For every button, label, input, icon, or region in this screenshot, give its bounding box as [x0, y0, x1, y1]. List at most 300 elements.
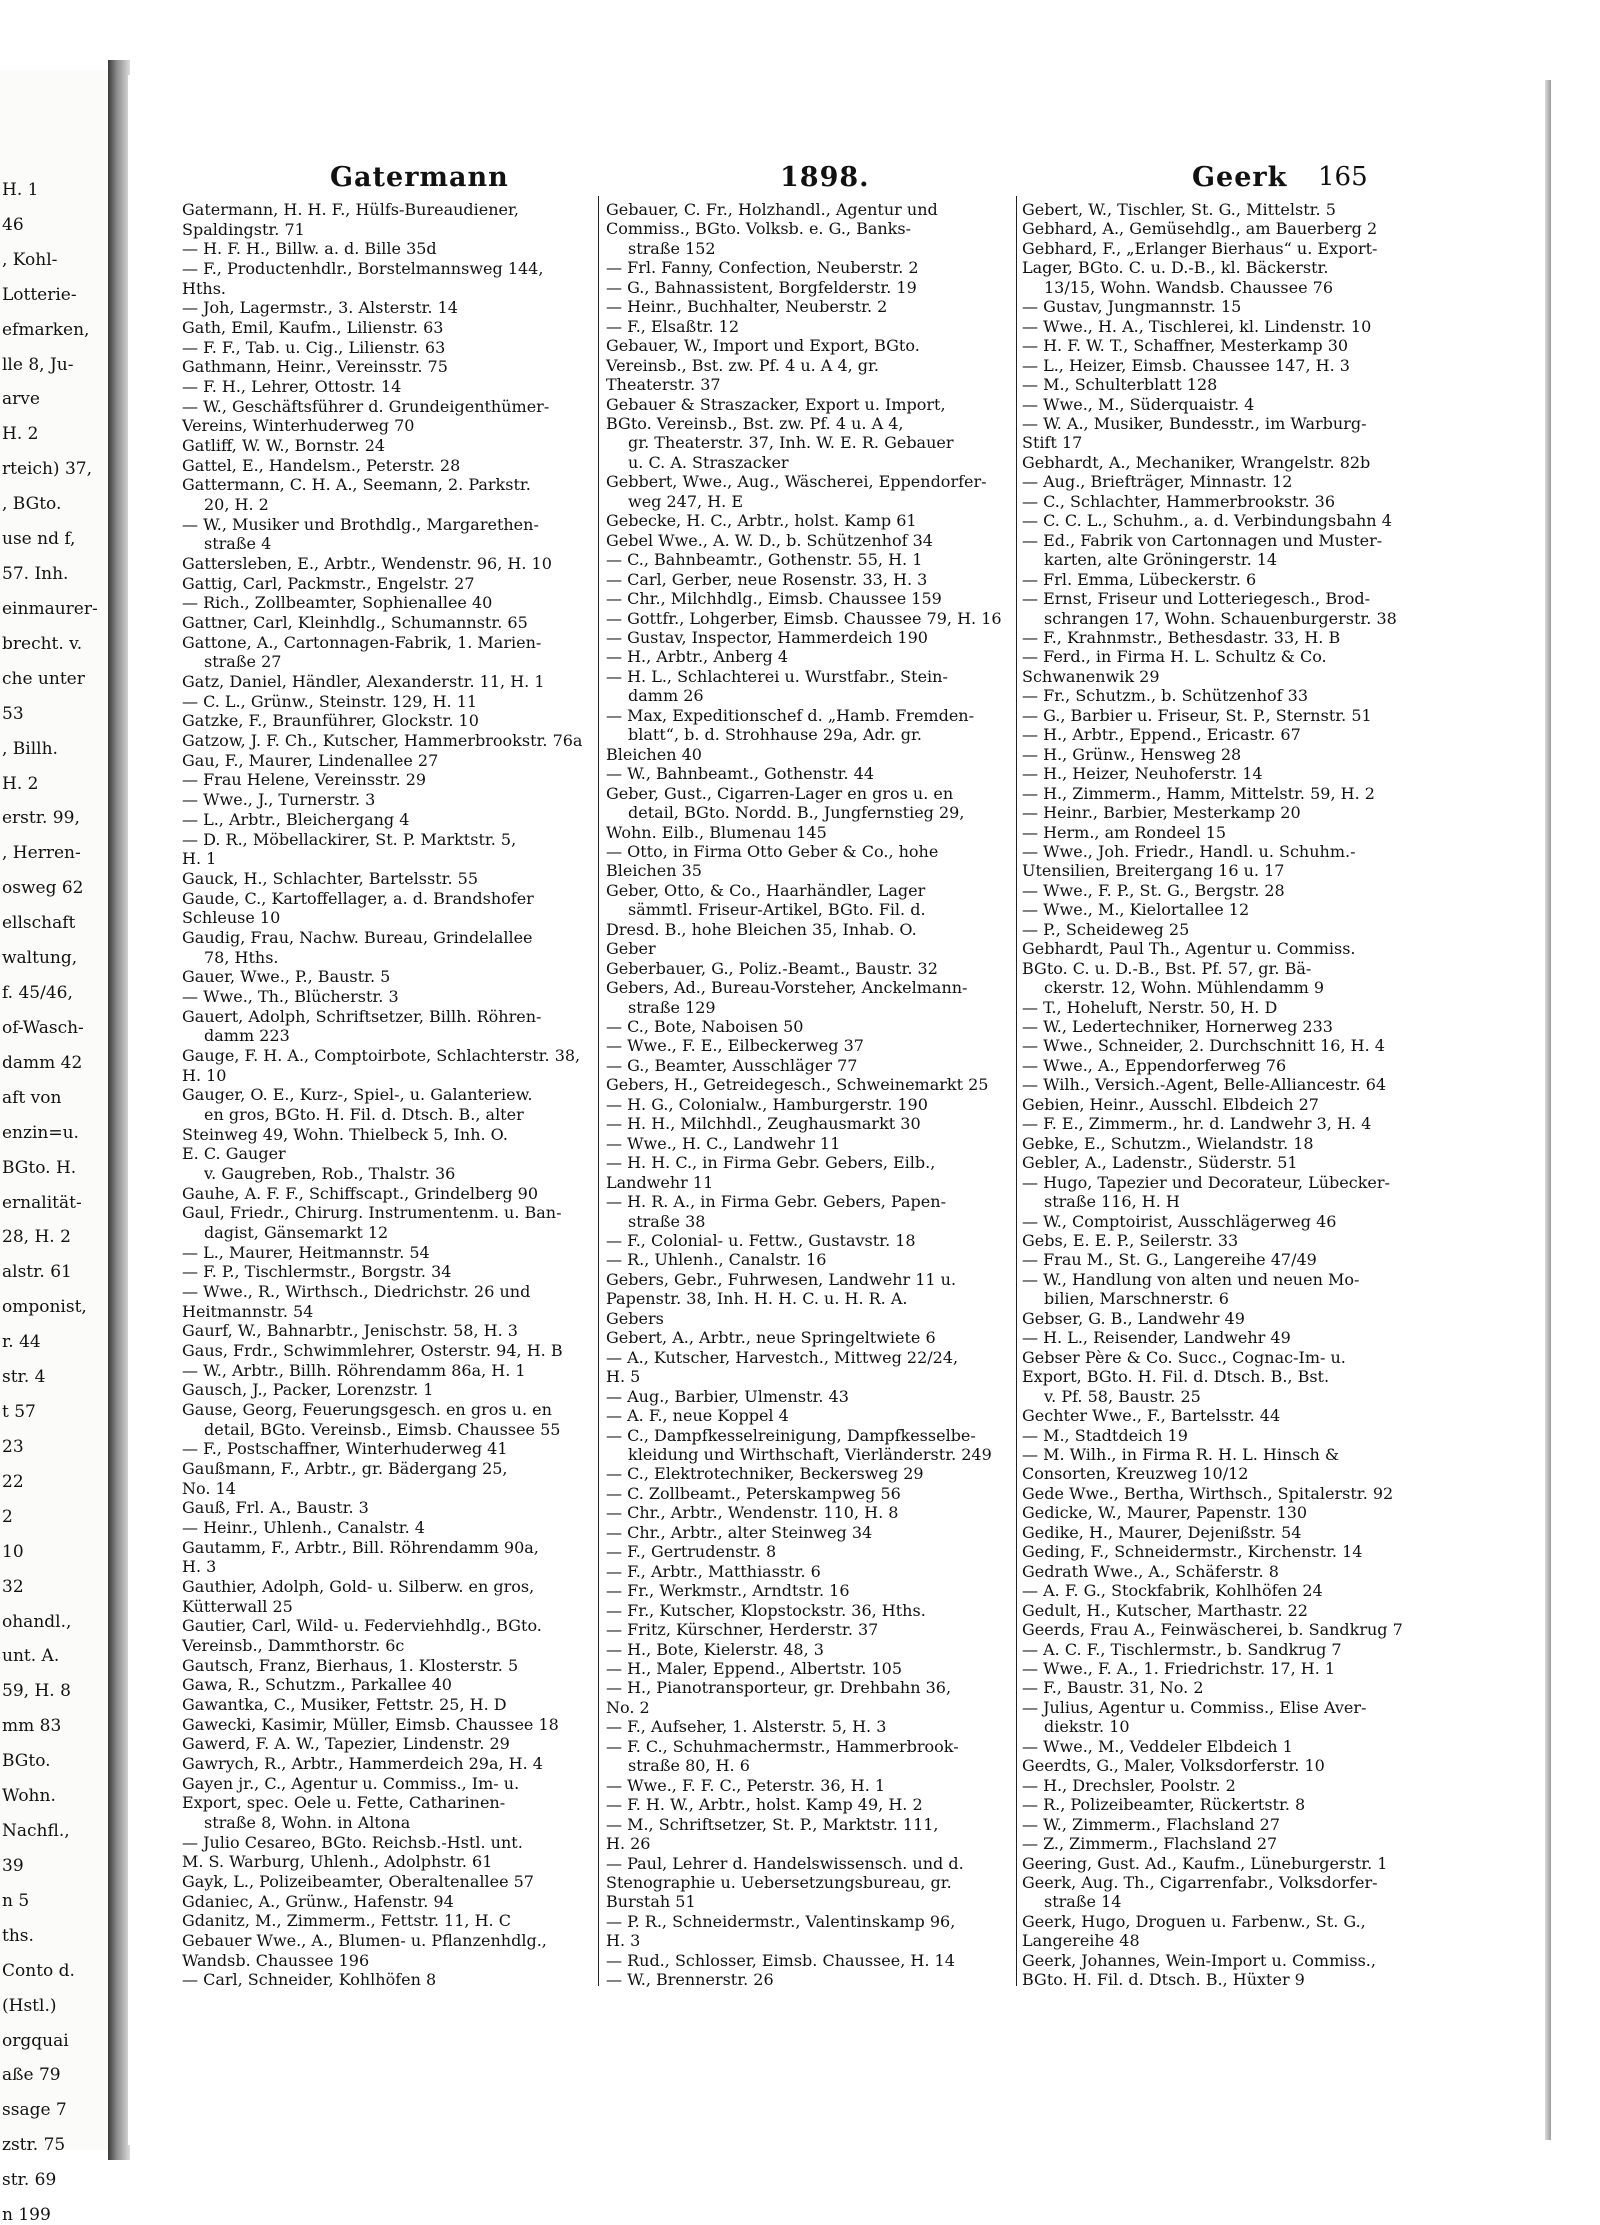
directory-entry: Gattel, E., Handelsm., Peterstr. 28: [182, 455, 461, 475]
directory-entry: Gayen jr., C., Agentur u. Commiss., Im- u.: [182, 1773, 520, 1793]
directory-entry: — Wwe., J., Turnerstr. 3: [182, 790, 376, 810]
directory-entry: — Fritz, Kürschner, Herderstr. 37: [606, 1620, 879, 1640]
left-page-text: H. 2: [2, 424, 39, 445]
directory-entry: Gebler, A., Ladenstr., Süderstr. 51: [1022, 1153, 1298, 1173]
directory-entry: — Paul, Lehrer d. Handelswissensch. und d.: [606, 1853, 964, 1873]
directory-entry: — H., Heizer, Neuhoferstr. 14: [1022, 764, 1263, 784]
directory-entry-continuation: damm 223: [204, 1026, 290, 1046]
left-page-text: waltung,: [2, 948, 78, 969]
directory-entry: Gebhard, F., „Erlanger Bierhaus“ u. Export-: [1022, 238, 1378, 258]
directory-entry: Gaußmann, F., Arbtr., gr. Bädergang 25,: [182, 1459, 508, 1478]
directory-entry: — C. Zollbeamt., Peterskampweg 56: [606, 1483, 901, 1503]
directory-entry-continuation: bilien, Marschnerstr. 6: [1044, 1289, 1229, 1309]
directory-entry: — Julio Cesareo, BGto. Reichsb.-Hstl. unt.: [182, 1832, 523, 1852]
directory-entry: — P., Scheideweg 25: [1022, 919, 1190, 939]
directory-entry-continuation: sämmtl. Friseur-Artikel, BGto. Fil. d.: [628, 900, 926, 920]
left-page-text: BGto. H.: [2, 1157, 77, 1178]
left-page-text: zstr. 75: [2, 2135, 66, 2156]
directory-entry: Gautamm, F., Arbtr., Bill. Röhrendamm 90a,: [182, 1537, 539, 1557]
directory-entry: Gedrath Wwe., A., Schäferstr. 8: [1022, 1561, 1279, 1581]
directory-entry: Gatz, Daniel, Händler, Alexanderstr. 11, H. 1: [182, 672, 545, 692]
directory-entry: Geering, Gust. Ad., Kaufm., Lüneburgerstr. 1: [1022, 1853, 1388, 1873]
directory-entry-continuation: straße 38: [628, 1211, 706, 1231]
directory-entry: — W., Handlung von alten und neuen Mo-: [1022, 1269, 1360, 1289]
left-page-text: of-Wasch-: [2, 1017, 84, 1038]
directory-entry: Gauger, O. E., Kurz-, Spiel-, u. Galanteriew.: [182, 1085, 533, 1105]
directory-entry: — Heinr., Uhlenh., Canalstr. 4: [182, 1518, 425, 1538]
directory-entry: — H. F. H., Billw. a. d. Bille 35d: [182, 239, 437, 259]
directory-entry: — F., Productenhdlr., Borstelmannsweg 144,: [182, 259, 544, 279]
directory-entry: Gauthier, Adolph, Gold- u. Silberw. en gros,: [182, 1577, 535, 1597]
directory-entry: — W., Geschäftsführer d. Grundeigenthümer-: [182, 396, 550, 416]
directory-entry: — F., Baustr. 31, No. 2: [1022, 1678, 1204, 1698]
directory-entry: — Hugo, Tapezier und Decorateur, Lübecker-: [1022, 1172, 1390, 1192]
directory-entry: Gdanitz, M., Zimmerm., Fettstr. 11, H. C: [182, 1911, 511, 1931]
directory-entry: Gauert, Adolph, Schriftsetzer, Billh. Röhren-: [182, 1006, 542, 1026]
directory-entry: Geerdts, G., Maler, Volksdorferstr. 10: [1022, 1756, 1325, 1776]
left-page-text: use nd f,: [2, 529, 76, 550]
directory-entry: Burstah 51: [606, 1892, 696, 1912]
left-page-text: 53: [2, 703, 24, 724]
directory-entry: Gaus, Frdr., Schwimmlehrer, Osterstr. 94, H. B: [182, 1340, 563, 1360]
directory-entry: Gautsch, Franz, Bierhaus, 1. Klosterstr. 5: [182, 1655, 519, 1675]
directory-entry: Gattner, Carl, Kleinhdlg., Schumannstr. 65: [182, 613, 528, 633]
directory-entry-continuation: detail, BGto. Nordd. B., Jungfernstieg 29,: [628, 803, 965, 823]
directory-entry: Gebhardt, A., Mechaniker, Wrangelstr. 82b: [1022, 452, 1371, 472]
directory-entry-continuation: straße 152: [628, 238, 716, 258]
directory-entry: — Carl, Gerber, neue Rosenstr. 33, H. 3: [606, 569, 928, 589]
directory-entry: — Wwe., H. A., Tischlerei, kl. Lindenstr. 10: [1022, 316, 1372, 336]
directory-entry-continuation: 13/15, Wohn. Wandsb. Chaussee 76: [1044, 277, 1334, 297]
directory-entry: — F., Aufseher, 1. Alsterstr. 5, H. 3: [606, 1717, 887, 1737]
directory-entry: Gedult, H., Kutscher, Marthastr. 22: [1022, 1600, 1308, 1620]
directory-entry: Geerk, Johannes, Wein-Import u. Commiss.,: [1022, 1950, 1376, 1970]
directory-entry: — A. C. F., Tischlermstr., b. Sandkrug 7: [1022, 1639, 1342, 1659]
directory-entry: — F., Colonial- u. Fettw., Gustavstr. 18: [606, 1231, 916, 1251]
directory-entry: Vereins, Winterhuderweg 70: [182, 416, 415, 436]
directory-entry-continuation: en gros, BGto. H. Fil. d. Dtsch. B., alter: [204, 1104, 524, 1124]
directory-entry: — H. G., Colonialw., Hamburgerstr. 190: [606, 1094, 928, 1114]
left-page-text: Lotterie-: [2, 284, 77, 305]
directory-entry: — F., Krahnmstr., Bethesdastr. 33, H. B: [1022, 627, 1341, 647]
directory-entry: Geber, Otto, & Co., Haarhändler, Lager: [606, 880, 926, 900]
directory-entry: — F., Elsaßtr. 12: [606, 316, 740, 336]
directory-entry: Gede Wwe., Bertha, Wirthsch., Spitalerstr. 92: [1022, 1483, 1394, 1503]
directory-entry: Gatliff, W. W., Bornstr. 24: [182, 436, 386, 456]
directory-entry: — F., Gertrudenstr. 8: [606, 1542, 777, 1562]
directory-entry: Landwehr 11: [606, 1172, 714, 1192]
left-page-text: brecht. v.: [2, 633, 83, 654]
left-page-text: damm 42: [2, 1052, 83, 1073]
directory-entry: Gebert, A., Arbtr., neue Springeltwiete 6: [606, 1328, 936, 1348]
directory-entry: — R., Polizeibeamter, Rückertstr. 8: [1022, 1795, 1306, 1815]
directory-entry: Wandsb. Chaussee 196: [182, 1950, 370, 1970]
directory-entry: — Wwe., Th., Blücherstr. 3: [182, 986, 399, 1006]
column-1: [182, 200, 600, 1990]
directory-entry: H. 26: [606, 1834, 651, 1854]
directory-entry: Gebke, E., Schutzm., Wielandstr. 18: [1022, 1133, 1314, 1153]
directory-entry-continuation: straße 116, H. H: [1044, 1192, 1180, 1212]
directory-entry-continuation: ckerstr. 12, Wohn. Mühlendamm 9: [1044, 978, 1325, 998]
directory-entry-continuation: dagist, Gänsemarkt 12: [204, 1222, 389, 1242]
directory-entry: Steinweg 49, Wohn. Thielbeck 5, Inh. O.: [182, 1124, 508, 1144]
left-page-text: r. 44: [2, 1332, 41, 1353]
directory-entry: Gattersleben, E., Arbtr., Wendenstr. 96, H. 10: [182, 554, 552, 574]
left-page-text: t 57: [2, 1402, 36, 1423]
directory-entry-continuation: v. Gaugreben, Rob., Thalstr. 36: [204, 1163, 456, 1183]
directory-entry: — W., Bahnbeamt., Gothenstr. 44: [606, 764, 874, 784]
directory-entry: — Wwe., F. F. C., Peterstr. 36, H. 1: [606, 1775, 886, 1795]
left-page-text: , Kohl-: [2, 249, 58, 270]
directory-entry: — Frau M., St. G., Langereihe 47/49: [1022, 1250, 1317, 1270]
left-page-text: ths.: [2, 1925, 34, 1946]
directory-entry: Lager, BGto. C. u. D.-B., kl. Bäckerstr.: [1022, 258, 1329, 278]
directory-entry-continuation: straße 129: [628, 997, 716, 1017]
directory-entry: — Otto, in Firma Otto Geber & Co., hohe: [606, 841, 939, 861]
directory-entry-continuation: 20, H. 2: [204, 495, 269, 515]
directory-entry: — Ed., Fabrik von Cartonnagen und Muster-: [1022, 530, 1383, 550]
left-page-text: 32: [2, 1576, 24, 1597]
directory-entry: Geerds, Frau A., Feinwäscherei, b. Sandkrug 7: [1022, 1620, 1403, 1640]
directory-entry: — F. H. W., Arbtr., holst. Kamp 49, H. 2: [606, 1795, 923, 1815]
directory-entry: — Wwe., A., Eppendorferweg 76: [1022, 1055, 1287, 1075]
directory-entry-continuation: gr. Theaterstr. 37, Inh. W. E. R. Gebauer: [628, 433, 954, 453]
left-page-text: str. 4: [2, 1367, 46, 1388]
left-page-text: , Billh.: [2, 738, 58, 759]
directory-entry-continuation: diekstr. 10: [1044, 1717, 1130, 1737]
directory-entry: Gebauer & Straszacker, Export u. Import,: [606, 394, 946, 414]
directory-entry: Gattone, A., Cartonnagen-Fabrik, 1. Marien-: [182, 632, 542, 652]
left-page-text: 2: [2, 1506, 13, 1527]
left-page-text: 59, H. 8: [2, 1681, 71, 1702]
left-page-text: H. 2: [2, 773, 39, 794]
left-page-text: omponist,: [2, 1297, 87, 1318]
left-page-text: BGto.: [2, 1751, 51, 1772]
directory-entry: Gebers, Gebr., Fuhrwesen, Landwehr 11 u.: [606, 1269, 957, 1289]
directory-entry: — C. C. L., Schuhm., a. d. Verbindungsbahn 4: [1022, 511, 1392, 531]
directory-entry: Gebauer, C. Fr., Holzhandl., Agentur und: [606, 200, 938, 219]
directory-entry: — W., Comptoirist, Ausschlägerweg 46: [1022, 1211, 1337, 1231]
left-page-fragment: [0, 70, 119, 2225]
page-number: 165: [1318, 162, 1368, 192]
directory-entry: — Wwe., M., Veddeler Elbdeich 1: [1022, 1736, 1293, 1756]
directory-entry: — H. L., Schlachterei u. Wurstfabr., Stein-: [606, 666, 948, 686]
directory-entry: — T., Hoheluft, Nerstr. 50, H. D: [1022, 997, 1278, 1017]
directory-entry: — Chr., Milchhdlg., Eimsb. Chaussee 159: [606, 589, 942, 609]
directory-entry: — Ferd., in Firma H. L. Schultz & Co.: [1022, 647, 1327, 667]
directory-entry: — L., Heizer, Eimsb. Chaussee 147, H. 3: [1022, 355, 1350, 375]
left-page-text: 22: [2, 1471, 24, 1492]
left-page-text: 10: [2, 1541, 24, 1562]
directory-entry: Gebers, Ad., Bureau-Vorsteher, Anckelmann-: [606, 978, 968, 998]
header-first-entry: Gatermann: [330, 162, 509, 193]
directory-entry: Gebser, G. B., Landwehr 49: [1022, 1308, 1245, 1328]
directory-entry: — A. F., neue Koppel 4: [606, 1406, 789, 1426]
directory-entry: Papenstr. 38, Inh. H. H. C. u. H. R. A.: [606, 1289, 908, 1309]
directory-entry: — C., Dampfkesselreinigung, Dampfkesselbe-: [606, 1425, 976, 1445]
directory-entry: — F. F., Tab. u. Cig., Lilienstr. 63: [182, 337, 446, 357]
directory-entry: — H., Drechsler, Poolstr. 2: [1022, 1775, 1236, 1795]
left-page-text: H. 1: [2, 180, 39, 200]
directory-entry: — H. F. W. T., Schaffner, Mesterkamp 30: [1022, 336, 1349, 356]
directory-entry: — Aug., Barbier, Ulmenstr. 43: [606, 1386, 849, 1406]
directory-entry: H. 5: [606, 1367, 641, 1387]
directory-entry-continuation: damm 26: [628, 686, 704, 706]
directory-entry: — W., Ledertechniker, Hornerweg 233: [1022, 1017, 1333, 1037]
directory-entry: — W., Musiker und Brothdlg., Margarethen-: [182, 514, 539, 534]
directory-entry: — A. F. G., Stockfabrik, Kohlhöfen 24: [1022, 1581, 1323, 1601]
directory-entry: — Wwe., F. E., Eilbeckerweg 37: [606, 1036, 864, 1056]
directory-entry: Hths.: [182, 278, 226, 298]
directory-entry: Heitmannstr. 54: [182, 1301, 314, 1321]
directory-entry: Gauhe, A. F. F., Schiffscapt., Grindelberg 90: [182, 1183, 539, 1203]
directory-entry: — F. E., Zimmerm., hr. d. Landwehr 3, H. 4: [1022, 1114, 1372, 1134]
directory-entry: — A., Kutscher, Harvestch., Mittweg 22/24,: [606, 1347, 959, 1367]
directory-entry: — Fr., Werkmstr., Arndtstr. 16: [606, 1581, 850, 1601]
left-page-text: erstr. 99,: [2, 808, 80, 829]
directory-entry: — Rud., Schlosser, Eimsb. Chaussee, H. 14: [606, 1950, 955, 1970]
left-page-text: 57. Inh.: [2, 564, 69, 585]
directory-entry: — M., Schulterblatt 128: [1022, 375, 1218, 395]
directory-entry: — Wilh., Versich.-Agent, Belle-Alliancestr. 64: [1022, 1075, 1387, 1095]
directory-entry-continuation: kleidung und Wirthschaft, Vierländerstr. 249: [628, 1445, 992, 1464]
directory-entry: M. S. Warburg, Uhlenh., Adolphstr. 61: [182, 1852, 493, 1872]
directory-entry: Langereihe 48: [1022, 1931, 1140, 1951]
left-page-text: 39: [2, 1855, 24, 1876]
left-page-text: che unter: [2, 668, 85, 689]
directory-entry-continuation: weg 247, H. E: [628, 491, 744, 511]
directory-entry-continuation: u. C. A. Straszacker: [628, 452, 789, 472]
directory-entry: — Z., Zimmerm., Flachsland 27: [1022, 1834, 1278, 1854]
directory-entry: — H. H. C., in Firma Gebr. Gebers, Eilb.,: [606, 1153, 936, 1173]
directory-entry: Gebers, H., Getreidegesch., Schweinemarkt 25: [606, 1075, 989, 1095]
directory-entry: Geber, Gust., Cigarren-Lager en gros u. en: [606, 783, 954, 803]
directory-entry: — R., Uhlenh., Canalstr. 16: [606, 1250, 827, 1270]
directory-entry: Gawrych, R., Arbtr., Hammerdeich 29a, H. 4: [182, 1754, 543, 1774]
directory-entry: — Herm., am Rondeel 15: [1022, 822, 1227, 842]
directory-entry: Bleichen 35: [606, 861, 702, 881]
directory-entry: — M. Wilh., in Firma R. H. L. Hinsch &: [1022, 1445, 1340, 1464]
directory-entry: — Wwe., Schneider, 2. Durchschnitt 16, H. 4: [1022, 1036, 1385, 1056]
left-page-text: aße 79: [2, 2065, 61, 2086]
directory-entry: BGto. C. u. D.-B., Bst. Pf. 57, gr. Bä-: [1022, 958, 1312, 978]
directory-entry: BGto. Vereinsb., Bst. zw. Pf. 4 u. A 4,: [606, 413, 904, 433]
directory-entry: — C., Bahnbeamtr., Gothenstr. 55, H. 1: [606, 550, 923, 570]
directory-entry: Gayk, L., Polizeibeamter, Oberaltenallee 57: [182, 1872, 534, 1892]
directory-entry: — H., Bote, Kielerstr. 48, 3: [606, 1639, 824, 1659]
directory-entry: — Wwe., H. C., Landwehr 11: [606, 1133, 841, 1153]
left-page-text: , BGto.: [2, 494, 62, 515]
directory-entry: Gawerd, F. A. W., Tapezier, Lindenstr. 29: [182, 1734, 510, 1754]
directory-entry: — Heinr., Barbier, Mesterkamp 20: [1022, 803, 1301, 823]
directory-entry: — Fr., Kutscher, Klopstockstr. 36, Hths.: [606, 1600, 926, 1620]
directory-entry: — M., Schriftsetzer, St. P., Marktstr. 111,: [606, 1814, 939, 1834]
directory-entry: Stift 17: [1022, 433, 1083, 453]
directory-entry: No. 2: [606, 1697, 650, 1717]
directory-entry: Gatzke, F., Braunführer, Glockstr. 10: [182, 711, 479, 731]
book-gutter: [108, 60, 130, 2160]
directory-entry: Wohn. Eilb., Blumenau 145: [606, 822, 827, 842]
directory-entry: Utensilien, Breitergang 16 u. 17: [1022, 861, 1285, 881]
directory-entry: — G., Beamter, Ausschläger 77: [606, 1055, 858, 1075]
directory-entry: Geerk, Hugo, Droguen u. Farbenw., St. G.,: [1022, 1911, 1366, 1931]
directory-entry: — Heinr., Buchhalter, Neuberstr. 2: [606, 297, 888, 317]
directory-entry: Gauß, Frl. A., Baustr. 3: [182, 1498, 369, 1518]
directory-entry: — H., Arbtr., Anberg 4: [606, 647, 789, 667]
left-page-text: 23: [2, 1436, 24, 1457]
page-edge: [1545, 80, 1551, 2140]
directory-entry: Gdaniec, A., Grünw., Hafenstr. 94: [182, 1891, 454, 1911]
directory-entry: H. 3: [606, 1931, 641, 1951]
directory-entry: — Wwe., M., Kielortallee 12: [1022, 900, 1250, 920]
left-page-text: aft von: [2, 1087, 62, 1108]
directory-entry: — Chr., Arbtr., alter Steinweg 34: [606, 1522, 873, 1542]
directory-entry: — Gustav, Inspector, Hammerdeich 190: [606, 627, 928, 647]
directory-entry: — Max, Expeditionschef d. „Hamb. Fremden-: [606, 705, 975, 725]
left-page-text: unt. A.: [2, 1646, 60, 1667]
directory-entry: H. 10: [182, 1065, 227, 1085]
directory-entry: — C., Elektrotechniker, Beckersweg 29: [606, 1464, 924, 1484]
directory-entry: Gebbert, Wwe., Aug., Wäscherei, Eppendorfer-: [606, 472, 987, 492]
directory-entry: — F., Arbtr., Matthiasstr. 6: [606, 1561, 821, 1581]
left-page-text: Wohn.: [2, 1786, 56, 1807]
left-page-text: ellschaft: [2, 913, 76, 934]
directory-entry: — H., Maler, Eppend., Albertstr. 105: [606, 1658, 903, 1678]
directory-entry: Gebser Père & Co. Succ., Cognac-Im- u.: [1022, 1347, 1346, 1367]
directory-entry: — Ernst, Friseur und Lotteriegesch., Brod-: [1022, 589, 1371, 609]
directory-entry: — Rich., Zollbeamter, Sophienallee 40: [182, 593, 493, 613]
directory-entry: — H. H., Milchhdl., Zeughausmarkt 30: [606, 1114, 921, 1134]
directory-entry: Gatermann, H. H. F., Hülfs-Bureaudiener,: [182, 200, 519, 219]
directory-entry: Stenographie u. Uebersetzungsbureau, gr.: [606, 1872, 952, 1892]
column-rule: [1016, 196, 1017, 1986]
directory-entry: Vereinsb., Bst. zw. Pf. 4 u. A 4, gr.: [606, 355, 880, 375]
directory-entry: — W., Brennerstr. 26: [606, 1970, 774, 1990]
directory-entry: Kütterwall 25: [182, 1596, 293, 1616]
directory-entry: Gausch, J., Packer, Lorenzstr. 1: [182, 1380, 434, 1400]
directory-entry: Schwanenwik 29: [1022, 666, 1160, 686]
left-page-text: mm 83: [2, 1716, 62, 1737]
directory-entry-continuation: blatt“, b. d. Strohhause 29a, Adr. gr.: [628, 725, 922, 745]
directory-entry: — Julius, Agentur u. Commiss., Elise Aver-: [1022, 1697, 1367, 1717]
directory-entry: Geberbauer, G., Poliz.-Beamt., Baustr. 32: [606, 958, 938, 978]
directory-entry: Geber: [606, 939, 656, 959]
directory-entry: — Frl. Emma, Lübeckerstr. 6: [1022, 569, 1257, 589]
left-page-text: osweg 62: [2, 878, 84, 899]
directory-entry: Bleichen 40: [606, 744, 702, 764]
directory-entry: — Wwe., F. A., 1. Friedrichstr. 17, H. 1: [1022, 1658, 1336, 1678]
left-page-text: ohandl.,: [2, 1611, 72, 1632]
directory-entry-continuation: schrangen 17, Wohn. Schauenburgerstr. 38: [1044, 608, 1397, 628]
directory-entry: Gau, F., Maurer, Lindenallee 27: [182, 750, 439, 770]
left-page-text: ssage 7: [2, 2100, 67, 2121]
directory-entry: Schleuse 10: [182, 908, 281, 928]
directory-entry: Gatzow, J. F. Ch., Kutscher, Hammerbrookstr. 76a: [182, 731, 583, 751]
directory-entry: — F. H., Lehrer, Ottostr. 14: [182, 377, 402, 397]
left-page-text: einmaurer-: [2, 598, 98, 619]
directory-entry: Gawantka, C., Musiker, Fettstr. 25, H. D: [182, 1695, 507, 1715]
directory-entry: — G., Bahnassistent, Borgfelderstr. 19: [606, 277, 917, 297]
directory-entry: — H., Zimmerm., Hamm, Mittelstr. 59, H. 2: [1022, 783, 1375, 803]
directory-entry: Gebien, Heinr., Ausschl. Elbdeich 27: [1022, 1094, 1319, 1114]
column-3: [1022, 200, 1422, 1990]
directory-entry: Gathmann, Heinr., Vereinsstr. 75: [182, 357, 448, 377]
directory-entry: — Carl, Schneider, Kohlhöfen 8: [182, 1970, 437, 1990]
directory-entry: Gaude, C., Kartoffellager, a. d. Brandshofer: [182, 888, 534, 908]
directory-entry: H. 3: [182, 1557, 217, 1577]
directory-entry: Gebs, E. E. P., Seilerstr. 33: [1022, 1231, 1239, 1251]
directory-entry: — C. L., Grünw., Steinstr. 129, H. 11: [182, 691, 478, 711]
directory-entry: — W., Zimmerm., Flachsland 27: [1022, 1814, 1280, 1834]
directory-entry: — F. P., Tischlermstr., Borgstr. 34: [182, 1262, 452, 1282]
directory-entry-continuation: straße 14: [1044, 1892, 1122, 1912]
directory-entry: Gaul, Friedr., Chirurg. Instrumentenm. u. Ban-: [182, 1203, 562, 1223]
directory-entry: — Fr., Schutzm., b. Schützenhof 33: [1022, 686, 1309, 706]
left-page-text: rteich) 37,: [2, 459, 92, 480]
directory-entry: Export, BGto. H. Fil. d. Dtsch. B., Bst.: [1022, 1367, 1330, 1387]
directory-entry: Gawa, R., Schutzm., Parkallee 40: [182, 1675, 452, 1695]
directory-entry: Export, spec. Oele u. Fette, Catharinen-: [182, 1793, 506, 1813]
directory-entry: Gebers: [606, 1308, 664, 1328]
directory-entry: Gebecke, H. C., Arbtr., holst. Kamp 61: [606, 511, 917, 531]
left-page-text: str. 69: [2, 2170, 57, 2191]
directory-entry: — Chr., Arbtr., Wendenstr. 110, H. 8: [606, 1503, 899, 1523]
left-page-text: lle 8, Ju-: [2, 354, 74, 375]
directory-entry: E. C. Gauger: [182, 1144, 286, 1164]
header-year: 1898.: [780, 162, 870, 193]
directory-entry: Gauge, F. H. A., Comptoirbote, Schlachterstr. 38,: [182, 1045, 581, 1065]
directory-entry: — Frl. Fanny, Confection, Neuberstr. 2: [606, 258, 919, 278]
directory-entry: Gath, Emil, Kaufm., Lilienstr. 63: [182, 318, 444, 338]
directory-entry-continuation: karten, alte Gröningerstr. 14: [1044, 550, 1278, 570]
directory-entry: Vereinsb., Dammthorstr. 6c: [182, 1636, 405, 1656]
column-2: [606, 200, 1016, 1990]
left-page-text: f. 45/46,: [2, 983, 73, 1004]
directory-entry: — Wwe., Joh. Friedr., Handl. u. Schuhm.-: [1022, 841, 1356, 861]
directory-entry: Gedike, H., Maurer, Dejenißstr. 54: [1022, 1522, 1302, 1542]
directory-entry-continuation: straße 8, Wohn. in Altona: [204, 1813, 411, 1833]
directory-entry: — L., Maurer, Heitmannstr. 54: [182, 1242, 430, 1262]
directory-entry: Gedicke, W., Maurer, Papenstr. 130: [1022, 1503, 1308, 1523]
left-page-text: , Herren-: [2, 843, 81, 864]
directory-entry: — D. R., Möbellackirer, St. P. Marktstr. 5,: [182, 829, 517, 849]
directory-entry: Commiss., BGto. Volksb. e. G., Banks-: [606, 219, 911, 239]
directory-entry: — Gottfr., Lohgerber, Eimsb. Chaussee 79, H. 16: [606, 608, 1002, 628]
directory-entry: — H., Arbtr., Eppend., Ericastr. 67: [1022, 725, 1301, 745]
directory-entry: — W., Arbtr., Billh. Röhrendamm 86a, H. 1: [182, 1360, 526, 1380]
directory-entry-continuation: 78, Hths.: [204, 947, 279, 967]
header-last-entry: Geerk: [1192, 162, 1288, 193]
directory-entry: — W. A., Musiker, Bundesstr., im Warburg-: [1022, 413, 1367, 433]
left-page-text: enzin=u.: [2, 1122, 79, 1143]
left-page-text: efmarken,: [2, 319, 90, 340]
directory-entry: — M., Stadtdeich 19: [1022, 1425, 1188, 1445]
directory-entry: — H., Pianotransporteur, gr. Drehbahn 36,: [606, 1678, 952, 1698]
directory-entry: Dresd. B., hohe Bleichen 35, Inhab. O.: [606, 919, 917, 939]
directory-entry: Gebauer, W., Import und Export, BGto.: [606, 336, 920, 356]
directory-entry: — Frau Helene, Vereinsstr. 29: [182, 770, 427, 790]
directory-entry: — F. C., Schuhmachermstr., Hammerbrook-: [606, 1736, 959, 1756]
directory-entry: Gause, Georg, Feuerungsgesch. en gros u. en: [182, 1399, 552, 1419]
left-page-text: Nachfl.,: [2, 1821, 70, 1842]
directory-entry: — Gustav, Jungmannstr. 15: [1022, 297, 1242, 317]
directory-entry: — H. L., Reisender, Landwehr 49: [1022, 1328, 1291, 1348]
left-page-text: n 199: [2, 2205, 51, 2225]
directory-entry: Gebel Wwe., A. W. D., b. Schützenhof 34: [606, 530, 933, 550]
directory-entry-continuation: straße 80, H. 6: [628, 1756, 750, 1776]
left-page-text: 28, H. 2: [2, 1227, 71, 1248]
directory-entry: H. 1: [182, 849, 217, 869]
